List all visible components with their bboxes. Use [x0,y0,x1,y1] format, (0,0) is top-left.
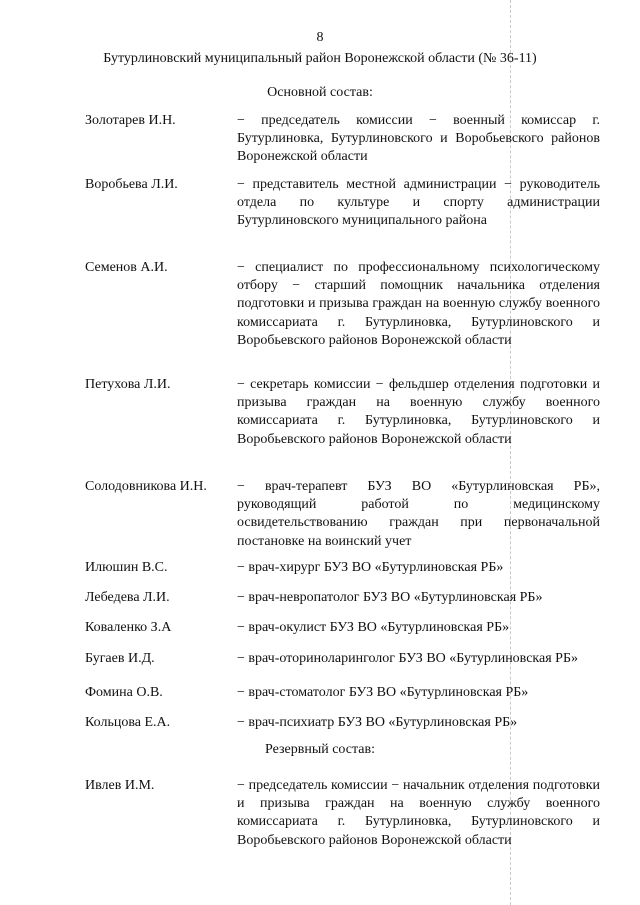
member-name: Воробьева Л.И. [85,177,178,192]
member-role: − врач-оториноларинголог БУЗ ВО «Бутурлиновская РБ» [237,651,578,666]
member-name: Золотарев И.Н. [85,113,176,128]
member-role: − врач-терапевт БУЗ ВО «Бутурлиновская РБ», руководящий работой по медицинскому освидетельствованию граждан при первоначальной постановке на воинский учет [237,479,600,549]
member-name: Кольцова Е.А. [85,715,171,730]
member-role: − секретарь комиссии − фельдшер отделения подготовки и призыва граждан на военную службу военного комиссариата г. Бутурлиновка, Бутурлиновского и Воробьевского районов Воронежской области [237,377,600,447]
member-name: Илюшин В.С. [85,560,168,575]
member-role: − врач-стоматолог БУЗ ВО «Бутурлиновская РБ» [237,685,529,700]
member-role: − представитель местной администрации − руководитель отдела по культуре и спорту администрации Бутурлиновского муниципального района [237,177,600,229]
member-name: Лебедева Л.И. [85,590,170,605]
member-role: − председатель комиссии − начальник отделения подготовки и призыва граждан на военную службу военного комиссариата г. Бутурлиновка, Бутурлиновского и Воробьевского районов Воронежской области [237,778,600,848]
main-section-title: Основной состав: [267,85,373,100]
page-number: 8 [316,30,324,45]
member-role: − председатель комиссии − военный комиссар г. Бутурлиновка, Бутурлиновского и Воробьевского районов Воронежской области [237,113,600,165]
reserve-section-title: Резервный состав: [264,742,375,757]
member-name: Петухова Л.И. [85,377,171,392]
member-role: − специалист по профессиональному психологическому отбору − старший помощник начальника отделения подготовки и призыва граждан на военную службу военного комиссариата г. Бутурлиновка, Бутурлиновского и Воробьевского районов Воронежской области [237,260,600,348]
member-name: Семенов А.И. [85,260,168,275]
member-role: − врач-хирург БУЗ ВО «Бутурлиновская РБ» [237,560,504,575]
member-name: Бугаев И.Д. [85,651,155,666]
member-name: Фомина О.В. [85,685,163,700]
member-role: − врач-психиатр БУЗ ВО «Бутурлиновская РБ» [237,715,518,730]
member-role: − врач-невропатолог БУЗ ВО «Бутурлиновская РБ» [237,590,543,605]
member-role: − врач-окулист БУЗ ВО «Бутурлиновская РБ» [237,620,510,635]
document-header: Бутурлиновский муниципальный район Воронежской области (№ 36-11) [103,51,537,66]
member-name: Коваленко З.А [85,620,172,635]
member-name: Ивлев И.М. [85,778,155,793]
member-name: Солодовникова И.Н. [85,479,207,494]
